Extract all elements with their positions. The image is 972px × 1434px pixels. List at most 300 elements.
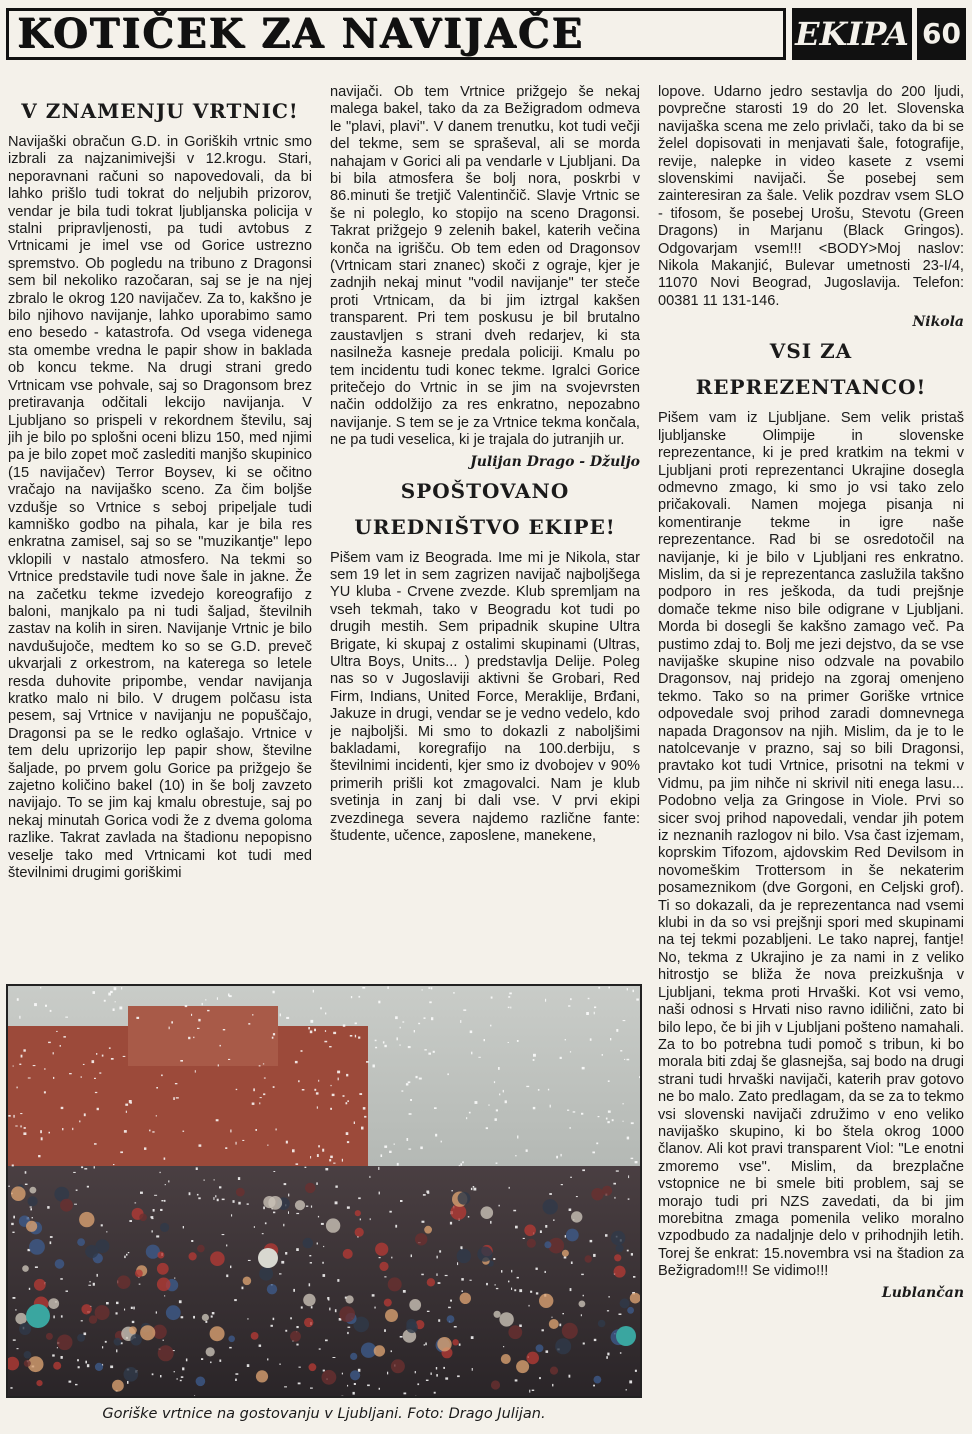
confetti-piece [378, 1001, 380, 1004]
confetti-piece [225, 1147, 227, 1149]
confetti-piece [283, 1224, 284, 1227]
confetti-piece [20, 1125, 21, 1127]
confetti-piece [180, 1060, 183, 1062]
confetti-piece [62, 1128, 63, 1130]
crowd-figure [543, 1199, 558, 1214]
confetti-piece [152, 1373, 154, 1375]
confetti-piece [496, 1163, 498, 1164]
confetti-piece [301, 1050, 303, 1052]
crowd-figure [210, 1251, 225, 1266]
confetti-piece [29, 1288, 30, 1290]
confetti-piece [310, 1262, 312, 1263]
confetti-piece [222, 1199, 225, 1201]
confetti-piece [253, 1088, 255, 1091]
crowd-figure [259, 1267, 273, 1281]
confetti-piece [551, 1317, 552, 1318]
crowd-figure [34, 1279, 46, 1291]
confetti-piece [252, 1014, 253, 1015]
crowd-figure [355, 1210, 361, 1216]
confetti-piece [113, 1164, 114, 1165]
confetti-piece [25, 1171, 27, 1174]
confetti-piece [536, 1268, 538, 1270]
confetti-piece [486, 1127, 488, 1129]
confetti-piece [490, 1221, 491, 1224]
confetti-piece [83, 1064, 85, 1065]
confetti-piece [144, 1147, 146, 1150]
confetti-piece [12, 1232, 14, 1233]
confetti-piece [552, 1384, 553, 1387]
confetti-piece [325, 1168, 328, 1170]
confetti-piece [627, 1250, 629, 1252]
crowd-figure [585, 1255, 592, 1262]
confetti-piece [394, 1144, 395, 1145]
confetti-piece [431, 1017, 433, 1020]
confetti-piece [515, 1155, 516, 1156]
confetti-piece [301, 1306, 303, 1308]
confetti-piece [325, 1030, 326, 1032]
article-1-heading: V ZNAMENJU VRTNIC! [21, 99, 299, 123]
confetti-piece [311, 1306, 313, 1308]
confetti-piece [61, 1107, 64, 1109]
confetti-piece [217, 997, 218, 1000]
crowd-figure [614, 1254, 621, 1261]
confetti-piece [96, 1053, 97, 1055]
confetti-piece [338, 1078, 339, 1081]
confetti-piece [627, 988, 628, 990]
confetti-piece [635, 1370, 637, 1372]
crowd-figure [139, 1214, 147, 1222]
confetti-piece [160, 1172, 161, 1173]
crowd-figure [494, 1311, 501, 1318]
confetti-piece [355, 1023, 357, 1025]
confetti-piece [335, 1201, 338, 1204]
confetti-piece [332, 1094, 335, 1096]
confetti-piece [308, 1027, 310, 1029]
crowd-figure [11, 1186, 26, 1201]
confetti-piece [627, 1137, 629, 1140]
crowd-figure [26, 1221, 37, 1232]
confetti-piece [489, 1104, 490, 1106]
confetti-piece [459, 1165, 461, 1166]
confetti-piece [198, 1197, 200, 1199]
confetti-piece [337, 1071, 340, 1074]
confetti-piece [462, 1291, 464, 1292]
confetti-piece [21, 1055, 23, 1058]
crowd-figure [135, 1270, 143, 1278]
confetti-piece [33, 1065, 36, 1066]
confetti-piece [424, 1017, 426, 1019]
confetti-piece [416, 1076, 418, 1078]
confetti-piece [177, 1378, 178, 1380]
crowd-figure [30, 1187, 37, 1194]
confetti-piece [607, 1121, 609, 1123]
confetti-piece [63, 1036, 66, 1038]
crowd-figure [77, 1334, 85, 1342]
article-2-heading-line-2: UREDNIŠTVO EKIPE! [354, 514, 616, 539]
crowd-figure [46, 1333, 53, 1340]
confetti-piece [616, 1170, 619, 1171]
magazine-logo: EKIPA [792, 8, 912, 60]
crowd-figure [374, 1345, 385, 1356]
confetti-piece [366, 1061, 369, 1063]
page-number: 60 [914, 8, 966, 60]
confetti-piece [136, 1017, 139, 1019]
crowd-figure [571, 1211, 582, 1222]
confetti-piece [404, 1393, 407, 1395]
confetti-piece [317, 1106, 318, 1108]
confetti-piece [215, 1195, 216, 1197]
article-2-body: Pišem vam iz Beograda. Ime mi je Nikola, star sem 19 let in sem zagrizen navijač najboljšega YU kluba - Crvene zvezde. Klub spremljam na vseh tekmah, tako v Beogradu kot tudi po drugih mestih. Sem pripadnik skupine Ultra Brigate, ki skupaj z ostalimi skupinami (Ultras, Ultra Boys, Units... ) predstavlja Delije. Poleg nas so v Jugoslaviji aktivni še Grobari, Red Firm, Indians, United Force, Meraklije, Brđani, Jakuze in drugi, vendar se je vedno vedelo, kdo je najboljši. Mi smo to dokazli z naboljšimi bakladami, koregrafijo na 100.derbiju, s številnimi incidenti, kjer smo iz dvobojev v 90% primerih prišli kot zmagovalci. Nam je klub svetinja in zanj bi dali vse. V prvi ekipi zvezdinega severa najdemo različne fante: študente, učence, zaposlene, manekene, [330, 549, 640, 845]
confetti-piece [50, 1241, 52, 1244]
crowd-figure [594, 1376, 602, 1384]
confetti-piece [434, 1392, 436, 1394]
crowd-figure [611, 1231, 625, 1245]
confetti-piece [353, 1392, 355, 1395]
confetti-piece [457, 1375, 460, 1377]
crowd-figure [339, 1306, 355, 1322]
confetti-piece [276, 1129, 277, 1131]
confetti-piece [25, 1184, 28, 1185]
confetti-piece [84, 1168, 87, 1169]
confetti-piece [570, 1288, 572, 1291]
confetti-piece [247, 1364, 250, 1367]
confetti-piece [124, 1309, 125, 1311]
confetti-piece [203, 1180, 205, 1181]
confetti-piece [154, 1195, 157, 1196]
confetti-piece [302, 1089, 305, 1091]
confetti-piece [565, 1235, 566, 1238]
confetti-piece [590, 1038, 592, 1040]
confetti-piece [328, 1299, 330, 1301]
confetti-piece [125, 1104, 128, 1106]
article-2-heading-line-1: SPOŠTOVANO [400, 478, 570, 503]
confetti-piece [181, 1316, 184, 1318]
confetti-piece [510, 1007, 511, 1009]
confetti-piece [186, 1359, 188, 1362]
confetti-piece [576, 1196, 578, 1197]
crowd-figure [406, 1319, 416, 1329]
confetti-piece [193, 1037, 194, 1038]
confetti-piece [372, 1294, 375, 1296]
crowd-figure [160, 1223, 169, 1232]
confetti-piece [74, 1204, 77, 1205]
confetti-piece [619, 1314, 622, 1316]
confetti-piece [379, 1388, 380, 1390]
photo-caption: Goriške vrtnice na gostovanju v Ljubljani. Foto: Drago Julijan. [102, 1406, 546, 1422]
article-3-heading-line-2: REPREZENTANCO! [695, 375, 927, 400]
confetti-piece [13, 1216, 15, 1219]
confetti-piece [351, 996, 352, 998]
confetti-piece [211, 1316, 213, 1318]
crowd-figure [539, 1294, 553, 1308]
confetti-piece [325, 1340, 328, 1342]
confetti-piece [296, 1248, 299, 1251]
confetti-piece [438, 1319, 440, 1322]
confetti-piece [631, 1253, 633, 1256]
confetti-piece [110, 991, 113, 993]
confetti-piece [17, 1348, 19, 1349]
confetti-piece [427, 1192, 429, 1194]
confetti-piece [408, 1046, 411, 1048]
confetti-piece [439, 1250, 441, 1252]
confetti-piece [140, 1192, 143, 1194]
confetti-piece [491, 997, 493, 999]
confetti-piece [319, 1348, 321, 1349]
confetti-piece [12, 1165, 14, 1167]
crowd-figure [499, 1312, 513, 1326]
confetti-piece [76, 1190, 78, 1191]
confetti-piece [102, 1346, 103, 1348]
confetti-piece [153, 1209, 155, 1212]
confetti-piece [337, 1279, 339, 1282]
confetti-piece [217, 1199, 219, 1202]
confetti-piece [329, 1159, 331, 1161]
confetti-piece [226, 1245, 227, 1247]
confetti-piece [94, 1166, 95, 1168]
photo-illustration [8, 986, 640, 1396]
confetti-piece [495, 1118, 497, 1121]
confetti-piece [395, 1225, 397, 1228]
confetti-piece [81, 1166, 83, 1168]
confetti-piece [362, 987, 365, 989]
confetti-piece [457, 1262, 458, 1265]
confetti-piece [466, 1117, 467, 1119]
confetti-piece [127, 1381, 129, 1384]
crowd-figure [427, 1278, 435, 1286]
confetti-piece [104, 1000, 106, 1002]
crowd-figure [388, 1277, 402, 1291]
article-3-body: Pišem vam iz Ljubljane. Sem velik pristaš ljubljanske Olimpije in slovenske reprezentance, ki je pred kratkim na tekmi v Ljubljani proti reprezentanci Ukrajine dosegla odmevno zmago, ki smo jo vsi tako zelo pričakovali. Namen mojega pisanja ni komentiranje tekme in igre naše reprezentance. Rad bi se osredotočil na navijanje, ki je bilo v Ljubljani res enkratno. Mislim, da si je reprezentanca zaslužila takšno podporo in res ješkoda, da tudi prejšnje domače tekme niso bile odigrane v Ljubljani. Morda bi dosegli še kakšno zamago več. Pa pustimo zdaj to. Bolj me jezi dejstvo, da se vse navijaške skupine niso odzvale na povabilo Dragonsov, naj pridejo na zgoraj omenjeno tekmo. Tako so na primer Goriške vrtnice odpovedale svoj prihod zaradi domnevnega napada Dragonsov na njih. Mislim, da je to le natolcevanje v prazno, saj so bili Dragonsi, pravtako kot tudi Vrtnice, prisotni na tekmi v Vidmu, pa jim nihče ni skrivil niti enega lasu... Podobno velja za Gringose in Viole. Prvi so sicer svoj prihod napovedali, vendar jih potem iz neznanih razlogov ni bilo. Vsa čast izjemam, koprskim Tifozom, ajdovskim Red Devilsom in novomeškim Trottersom in še nekaterim posameznikom (dve Gorgoni, en Celjski grof). Ti so dokazali, da je reprezentanca nad vsemi klubi in da so vsi prejšnji spori med skupinami na tej tekmi pozabljeni. Le tako naprej, fantje! No, tekma z Ukrajino je za nami in z veliko hitrostjo se bliža že nova preizkušnja v Ljubljani, tekma proti Hrvaški. Kot vsi vemo, naši odnosi s Hrvati niso ravno idilični, zato bi bilo lepo, če bi jih v Ljubljani pošteno namahali. Za to bo potrebna tudi pomoč s tribun, ki bo morala biti zdaj še glasnejša, saj bodo na drugi strani tudi hrvaški navijači, katerih prav gotovo ne bo malo. Zato predlagam, da se za to tekmo vsi slovenski navijači združimo v eno veliko navijaško skupino, ki bo štela okrog 1000 članov. Ali kot pravi transparent Viol: "Le enotni zmoremo vse". Mislim, da brezplačne vstopnice ne bi smele biti problem, saj se morajo tudi pri NZS zavedati, da bi jim morebitna zmaga pomenila veliko moralno vzpodbudo za nadaljnje delo v prihodnjih letih. Torej še enkrat: 15.novembra vsi na štadion za Bežigradom!!! Se vidimo!!! [658, 410, 964, 1280]
confetti-piece [359, 996, 361, 998]
confetti-piece [425, 1343, 427, 1346]
confetti-piece [226, 1275, 228, 1278]
confetti-piece [176, 1097, 179, 1098]
confetti-piece [106, 1231, 107, 1232]
confetti-piece [594, 1012, 595, 1015]
crowd-figure [579, 1301, 586, 1308]
confetti-piece [273, 1086, 275, 1088]
confetti-piece [79, 1121, 80, 1123]
confetti-piece [220, 1045, 221, 1047]
confetti-piece [612, 1119, 614, 1121]
confetti-piece [369, 1176, 370, 1178]
confetti-piece [60, 1045, 61, 1047]
crowd-figure [112, 1380, 124, 1392]
confetti-piece [602, 1054, 603, 1056]
confetti-piece [13, 1066, 14, 1067]
confetti-piece [508, 1281, 509, 1283]
confetti-piece [320, 1007, 322, 1009]
confetti-piece [15, 1126, 17, 1127]
crowd-figure [508, 1325, 522, 1339]
crowd-figure [295, 1200, 305, 1210]
confetti-piece [561, 1184, 563, 1185]
confetti-piece [34, 1003, 37, 1006]
crowd-figure [79, 1212, 94, 1227]
confetti-piece [567, 1110, 569, 1111]
confetti-piece [185, 1005, 188, 1007]
confetti-piece [124, 1256, 126, 1259]
confetti-piece [422, 989, 423, 990]
confetti-piece [273, 1212, 275, 1214]
crowd-figure [157, 1252, 164, 1259]
confetti-piece [323, 1274, 326, 1277]
confetti-piece [295, 1061, 298, 1063]
confetti-piece [620, 1050, 622, 1051]
confetti-piece [633, 990, 635, 992]
crowd-figure [129, 1326, 137, 1334]
confetti-piece [173, 1097, 175, 1100]
confetti-piece [305, 1167, 307, 1168]
confetti-piece [317, 1243, 318, 1245]
confetti-piece [550, 1105, 551, 1108]
confetti-piece [56, 1031, 57, 1032]
confetti-piece [38, 1155, 40, 1157]
crowd-figure [550, 1367, 558, 1375]
crowd-figure [57, 1335, 73, 1351]
confetti-piece [470, 1280, 472, 1281]
confetti-piece [311, 1206, 312, 1208]
confetti-piece [581, 1314, 582, 1316]
article-2-signature: Nikola [912, 314, 964, 331]
confetti-piece [8, 1115, 10, 1117]
confetti-piece [247, 1203, 249, 1204]
confetti-piece [389, 1211, 391, 1213]
confetti-piece [494, 1284, 496, 1285]
confetti-piece [373, 1065, 375, 1068]
confetti-piece [409, 1113, 412, 1115]
confetti-piece [359, 1093, 362, 1095]
confetti-piece [570, 1177, 572, 1178]
confetti-piece [379, 1192, 380, 1195]
confetti-piece [436, 1367, 437, 1370]
confetti-piece [222, 1234, 225, 1235]
confetti-piece [87, 1186, 89, 1188]
confetti-piece [322, 1262, 324, 1264]
confetti-piece [486, 1283, 488, 1285]
confetti-piece [69, 1073, 72, 1074]
confetti-piece [323, 1246, 324, 1247]
confetti-piece [75, 1384, 78, 1385]
crowd-figure [501, 1354, 511, 1364]
confetti-piece [72, 1128, 73, 1130]
confetti-piece [342, 1373, 343, 1375]
confetti-piece [335, 1309, 337, 1312]
confetti-piece [292, 1149, 295, 1152]
crowd-figure [591, 1188, 603, 1200]
confetti-piece [93, 991, 96, 994]
confetti-piece [529, 1305, 530, 1307]
confetti-piece [94, 1078, 96, 1079]
crowd-figure [555, 1338, 571, 1354]
confetti-piece [52, 1354, 55, 1356]
confetti-piece [384, 1329, 386, 1332]
confetti-piece [445, 1377, 448, 1379]
crowd-figure [303, 1238, 314, 1249]
confetti-piece [164, 1200, 166, 1202]
confetti-piece [235, 1373, 238, 1375]
confetti-piece [273, 1033, 275, 1035]
confetti-piece [11, 1223, 14, 1225]
confetti-piece [264, 1078, 266, 1079]
confetti-piece [583, 1295, 584, 1297]
confetti-piece [593, 1385, 595, 1387]
confetti-piece [407, 1138, 409, 1141]
crowd-figure [452, 1339, 458, 1345]
confetti-piece [582, 1067, 585, 1070]
confetti-piece [460, 1020, 461, 1023]
confetti-piece [69, 1381, 72, 1383]
confetti-piece [92, 1060, 95, 1063]
confetti-piece [391, 1350, 392, 1352]
confetti-piece [387, 986, 388, 989]
confetti-piece [30, 1208, 32, 1210]
confetti-piece [501, 1270, 502, 1273]
confetti-piece [171, 1021, 173, 1023]
crowd-figure [140, 1325, 155, 1340]
confetti-piece [156, 1115, 157, 1116]
confetti-piece [317, 1154, 319, 1157]
confetti-piece [505, 1100, 507, 1103]
confetti-piece [375, 1047, 377, 1049]
confetti-piece [523, 1238, 525, 1239]
confetti-piece [564, 1256, 567, 1258]
confetti-piece [212, 1312, 215, 1314]
confetti-piece [254, 1226, 255, 1228]
crowd-figure [95, 1363, 103, 1371]
confetti-piece [13, 1339, 16, 1340]
confetti-piece [286, 1017, 289, 1019]
confetti-piece [620, 1352, 622, 1353]
confetti-piece [318, 1145, 320, 1147]
crowd-figure [437, 1337, 451, 1351]
crowd-figure [85, 1245, 98, 1258]
confetti-piece [135, 1202, 137, 1203]
confetti-piece [628, 1175, 629, 1178]
confetti-piece [468, 1216, 470, 1217]
confetti-piece [469, 1112, 471, 1114]
section-title: KOTIČEK ZA NAVIJAČE [6, 8, 786, 60]
confetti-piece [536, 1292, 538, 1294]
confetti-piece [570, 1051, 571, 1052]
confetti-piece [450, 1300, 452, 1302]
crowd-figure [24, 1360, 31, 1367]
confetti-piece [570, 998, 572, 1000]
confetti-piece [519, 1325, 522, 1328]
confetti-piece [628, 1198, 630, 1199]
confetti-piece [61, 1315, 63, 1317]
confetti-piece [273, 1171, 275, 1172]
confetti-piece [561, 1154, 562, 1157]
confetti-piece [229, 1347, 232, 1349]
confetti-piece [434, 1107, 437, 1109]
confetti-piece [447, 1073, 449, 1075]
confetti-piece [116, 1349, 117, 1352]
confetti-piece [35, 1266, 38, 1268]
confetti-piece [538, 1089, 540, 1091]
confetti-piece [306, 1206, 308, 1207]
crowd-figure [124, 1367, 139, 1382]
confetti-piece [581, 1113, 583, 1115]
confetti-piece [15, 1309, 16, 1310]
confetti-piece [623, 1121, 624, 1122]
crowd-figure [22, 1265, 29, 1272]
confetti-piece [19, 1064, 21, 1065]
confetti-piece [460, 1246, 462, 1249]
confetti-piece [590, 1240, 593, 1242]
confetti-piece [174, 1278, 175, 1279]
confetti-piece [156, 1087, 158, 1089]
